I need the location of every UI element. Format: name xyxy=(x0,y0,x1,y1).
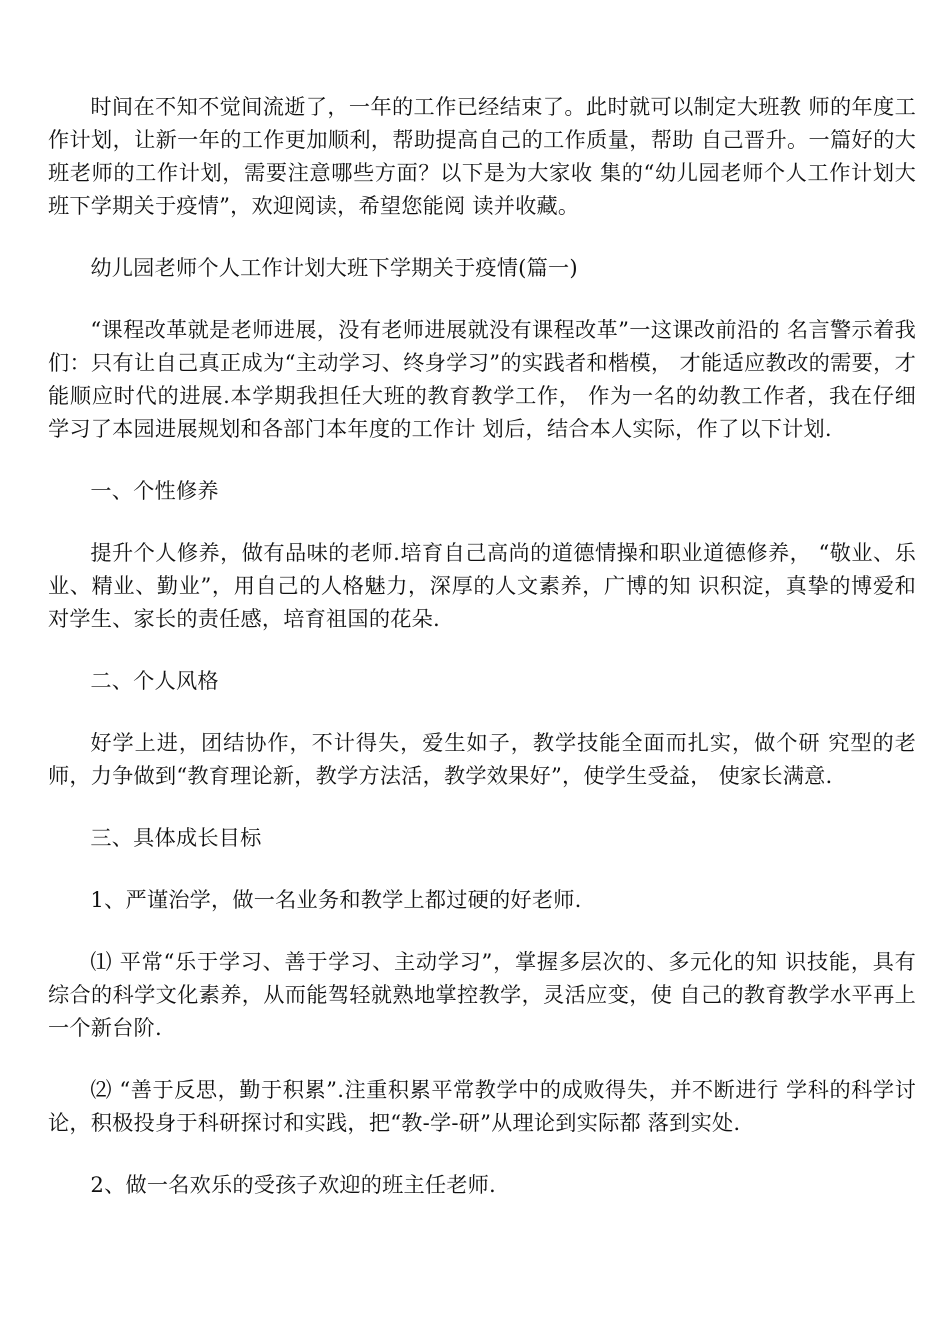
intro-paragraph: 时间在不知不觉间流逝了，一年的工作已经结束了。此时就可以制定大班教 师的年度工作计划，让新一年的工作更加顺利，帮助提高自己的工作质量，帮助 自己晋升。一篇好的大班老师的工作计划，需要注意哪些方面？以下是为大家收 集的“幼儿园老师个人工作计划大班下学期关于疫情”，欢迎阅读，希望您能阅 读并收藏。 xyxy=(48,94,916,218)
section-heading-personal-style: 二、个人风格 xyxy=(90,668,219,693)
goal-item-2: 2、做一名欢乐的受孩子欢迎的班主任老师. xyxy=(90,1172,496,1197)
goal-item-1: 1、严谨治学，做一名业务和教学上都过硬的好老师. xyxy=(90,887,582,912)
goal-subitem-1: ⑴ 平常“乐于学习、善于学习、主动学习”，掌握多层次的、多元化的知 识技能，具有综合的科学文化素养，从而能驾轻就熟地掌控教学，灵活应变，使 自己的教育教学水平再上一个新台阶. xyxy=(48,949,916,1040)
section-heading-growth-goals: 三、具体成长目标 xyxy=(90,825,262,850)
article-title: 幼儿园老师个人工作计划大班下学期关于疫情(篇一) xyxy=(90,255,578,280)
personal-style-paragraph: 好学上进，团结协作，不计得失，爱生如子，教学技能全面而扎实，做个研 究型的老师，力争做到“教育理论新，教学方法活，教学效果好”，使学生受益， 使家长满意. xyxy=(48,730,916,788)
document-page xyxy=(48,90,916,1230)
personal-cultivation-paragraph: 提升个人修养，做有品味的老师.培育自己高尚的道德情操和职业道德修养， “敬业、乐业、精业、勤业”，用自己的人格魅力，深厚的人文素养，广博的知 识积淀，真挚的博爱和对学生、家长的责任感，培育祖国的花朵. xyxy=(48,540,916,631)
curriculum-reform-paragraph: “课程改革就是老师进展，没有老师进展就没有课程改革”一这课改前沿的 名言警示着我们：只有让自己真正成为“主动学习、终身学习”的实践者和楷模， 才能适应教改的需要，才能顺应时代的进展.本学期我担任大班的教育教学工作， 作为一名的幼教工作者，我在仔细学习了本园进展规划和各部门本年度的工作计 划后，结合本人实际，作了以下计划. xyxy=(48,317,916,441)
goal-subitem-2: ⑵ “善于反思，勤于积累”.注重积累平常教学中的成败得失，并不断进行 学科的科学讨论，积极投身于科研探讨和实践，把“教-学-研”从理论到实际都 落到实处. xyxy=(48,1077,916,1135)
section-heading-personal-cultivation: 一、个性修养 xyxy=(90,478,219,503)
